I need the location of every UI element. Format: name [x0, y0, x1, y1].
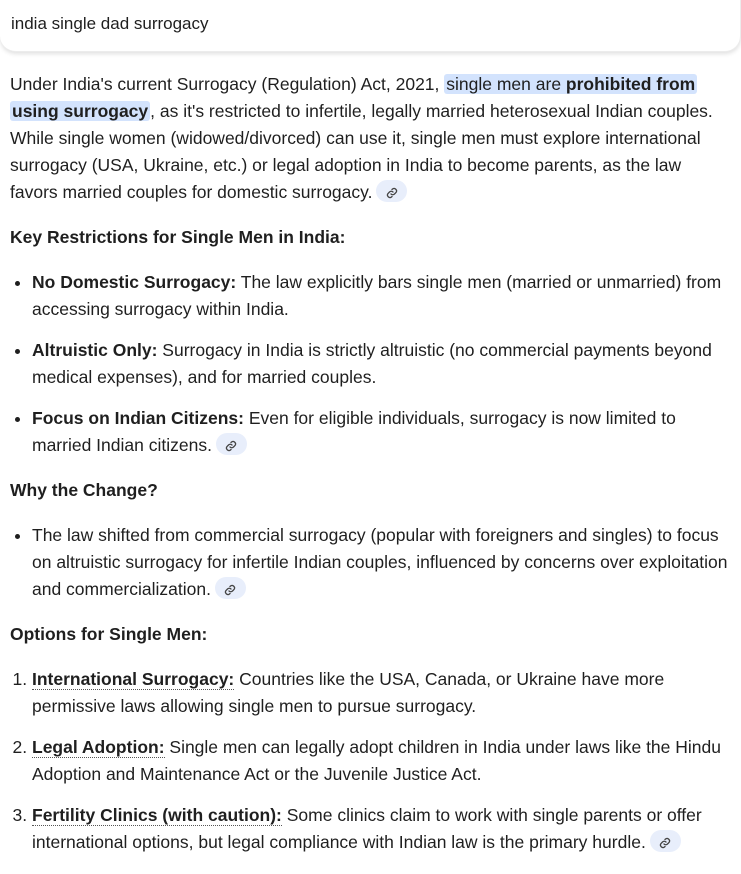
- intro-text-start: Under India's current Surrogacy (Regulation) Act, 2021,: [10, 74, 445, 94]
- highlighted-claim-cont: using surrogacy: [12, 101, 149, 121]
- why-change-list: [10, 522, 730, 603]
- list-item: 3. Fertility Clinics (with caution): Some clinics claim to work with single parents or offer international options, but legal compliance with Indian law is the primary hurdle.: [32, 802, 730, 856]
- ai-overview-content: [10, 71, 730, 874]
- option-link[interactable]: Fertility Clinics (with caution):: [32, 805, 282, 825]
- list-item: • Focus on Indian Citizens: Even for eligible individuals, surrogacy is now limited to married Indian citizens.: [32, 405, 730, 459]
- source-link-chip[interactable]: [216, 433, 247, 455]
- source-link-chip[interactable]: [650, 830, 681, 852]
- list-item: • Altruistic Only: Surrogacy in India is strictly altruistic (no commercial payments beyond medical expenses), and for married couples.: [32, 337, 730, 391]
- intro-paragraph: [10, 71, 730, 206]
- intro-text-end: , as it's restricted to infertile, legally married heterosexual Indian couples. While single women (widowed/divorced) can use it, single men must explore international surrogacy (USA, Ukraine, etc.) or legal adoption in India to become parents, as the law favors married couples for domestic surrogacy.: [10, 101, 713, 202]
- why-change-heading: Why the Change?: [10, 480, 158, 500]
- list-item: 2. Legal Adoption: Single men can legally adopt children in India under laws like the Hindu Adoption and Maintenance Act or the Juvenile Justice Act.: [32, 734, 730, 788]
- source-link-chip[interactable]: [376, 180, 407, 202]
- key-restrictions-list: [10, 269, 730, 459]
- options-list: [10, 666, 730, 856]
- link-icon: [225, 440, 237, 452]
- key-restrictions-heading: Key Restrictions for Single Men in India:: [10, 227, 346, 247]
- option-link[interactable]: Legal Adoption:: [32, 737, 165, 757]
- option-link[interactable]: International Surrogacy:: [32, 669, 235, 689]
- highlighted-claim: single men are prohibited from: [446, 74, 696, 94]
- search-bar[interactable]: [0, 0, 741, 52]
- link-icon: [224, 584, 236, 596]
- link-icon: [386, 187, 398, 199]
- link-icon: [659, 837, 671, 849]
- options-heading: Options for Single Men:: [10, 624, 208, 644]
- search-query[interactable]: india single dad surrogacy: [11, 14, 209, 33]
- list-item: 1. International Surrogacy: Countries like the USA, Canada, or Ukraine have more permissive laws allowing single men to pursue surrogacy.: [32, 666, 730, 720]
- list-item: • The law shifted from commercial surrogacy (popular with foreigners and singles) to focus on altruistic surrogacy for infertile Indian couples, influenced by concerns over exploitation and commercialization.: [32, 522, 730, 603]
- list-item: • No Domestic Surrogacy: The law explicitly bars single men (married or unmarried) from accessing surrogacy within India.: [32, 269, 730, 323]
- source-link-chip[interactable]: [215, 577, 246, 599]
